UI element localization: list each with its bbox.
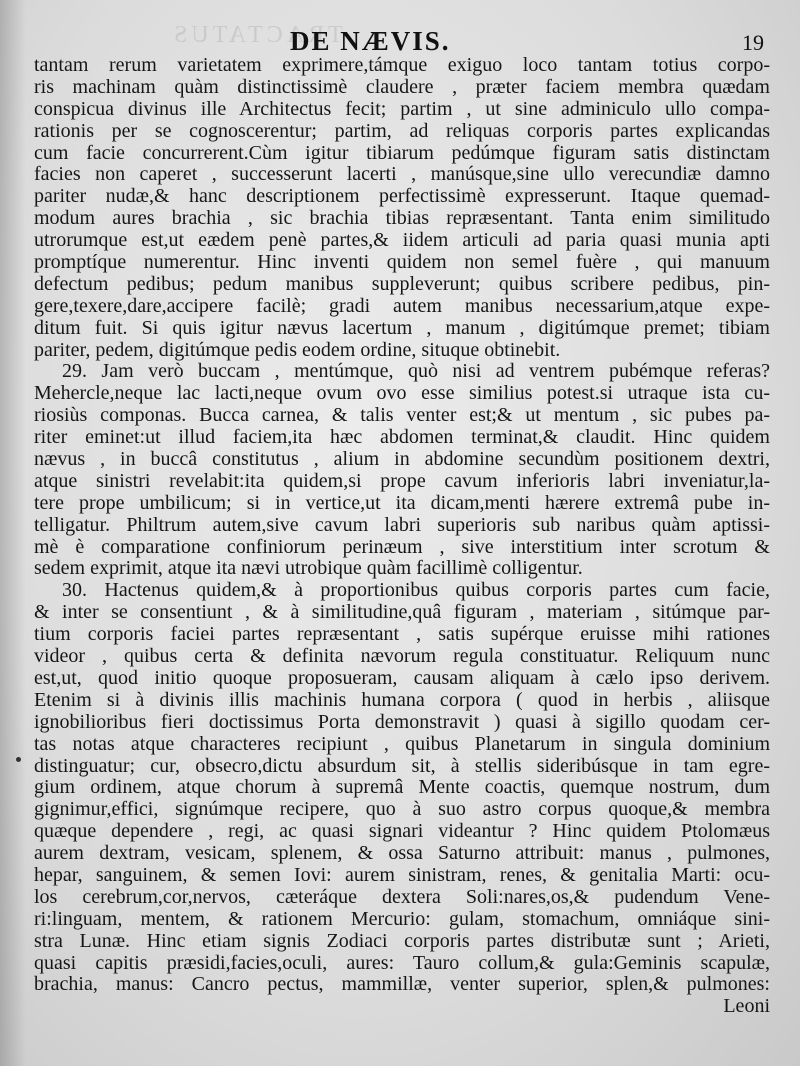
paragraph-start-29: 29. Jam verò buccam , mentúmque, quò nisi ad ventrem pubémque referas? — [62, 360, 770, 383]
text-line: rationis per se cognoscerentur; partim, ad reliquas corporis partes explicandas — [34, 119, 770, 142]
text-line: defectum pedibus; pedum manibus suppleverunt; quibus scribere pedibus, pin- — [34, 272, 770, 295]
text-line: est,ut, quod initio quoque proposueram, causam aliquam à cælo ipso derivem. — [34, 666, 770, 689]
text-line: gignimur,effici, signúmque recipere, quo à suo astro corpus quoque,& membra — [34, 798, 770, 821]
running-title: DE NÆVIS. — [290, 26, 451, 56]
text-line: Mehercle,neque lac lacti,neque ovum ovo esse similius potest.si utraque ista cu- — [34, 382, 770, 405]
text-line: tantam rerum varietatem exprimere,támque exiguo loco tantam totius corpo- — [34, 54, 770, 76]
text-line: aurem dextram, vesicam, splenem, & ossa Saturno attribuit: manus , pulmones, — [34, 842, 770, 865]
text-line: conspicua divinus ille Architectus fecit; partim , ut sine adminiculo ullo compa- — [34, 97, 770, 120]
text-line: ris machinam quàm distinctissimè claudere , præter faciem membra quædam — [34, 75, 770, 98]
body-text — [34, 55, 770, 1018]
text-line: stra Lunæ. Hinc etiam signis Zodiaci corporis partes distributæ sunt ; Arieti, — [34, 929, 770, 952]
text-line: los cerebrum,cor,nervos, cæteráque dextera Soli:nares,os,& pudendum Vene- — [34, 885, 770, 908]
text-line: riter eminet:ut illud faciem,ita hæc abdomen terminat,& claudit. Hinc quidem — [34, 426, 770, 449]
margin-mark — [16, 757, 21, 762]
text-line: promptíque numerentur. Hinc inventi quidem non semel fuère , qui manuum — [34, 251, 770, 274]
text-line: Etenim si à divinis illis machinis humana corpora ( quod in herbis , aliisque — [34, 688, 770, 711]
text-line: riosiùs componas. Bucca carnea, & talis venter est;& ut mentum , sic pubes pa- — [34, 404, 770, 427]
text-line: brachia, manus: Cancro pectus, mammillæ, venter superior, splen,& pulmones: — [34, 973, 770, 996]
text-line: tium corporis faciei partes repræsentant , satis supérque eruisse mihi rationes — [34, 623, 770, 646]
text-line: tas notas atque characteres recipiunt , quibus Planetarum in singula dominium — [34, 732, 770, 755]
text-line: utrorumque est,ut eædem penè partes,& iidem articuli ad paria quasi munia apti — [34, 229, 770, 252]
text-line: ignobilioribus fieri doctissimus Porta demonstravit ) quasi à sigillo quodam cer- — [34, 710, 770, 733]
text-line: modum aures brachia , sic brachia tibias repræsentant. Tanta enim similitudo — [34, 207, 770, 230]
text-line: distinguatur; cur, obsecro,dictu absurdum sit, à stellis sideribúsque in tam egre- — [34, 754, 770, 777]
text-line: quasi capitis præsidi,facies,oculi, aures: Tauro collum,& gula:Geminis scapulæ, — [34, 951, 770, 974]
text-line: hepar, sanguinem, & semen Iovi: aurem sinistram, renes, & genitalia Marti: ocu- — [34, 863, 770, 886]
text-line: videor , quibus certa & definita nævorum regula constituatur. Reliquum nunc — [34, 645, 770, 668]
page-header — [0, 24, 800, 58]
text-line: & inter se consentiunt , & à similitudine,quâ figuram , materiam , sitúmque par- — [34, 601, 770, 624]
text-line: telligatur. Philtrum autem,sive cavum labri superioris sub naribus quàm aptissi- — [34, 513, 770, 536]
text-line: gium ordinem, atque chorum à supremâ Mente coactis, quemque nostrum, dum — [34, 776, 770, 799]
text-line: facies non caperet , successerunt lacerti , manúsque,sine ullo verecundiæ damno — [34, 163, 770, 186]
text-line: pariter nudæ,& hanc descriptionem perfectissimè expresserunt. Itaque quemad- — [34, 185, 770, 208]
text-line: ditum fuit. Si quis igitur nævus lacertum , manum , digitúmque premet; tibiam — [34, 316, 770, 339]
text-line: ri:linguam, mentem, & rationem Mercurio: gulam, stomachum, omniáque sini- — [34, 907, 770, 930]
page-number: 19 — [742, 30, 764, 55]
paragraph-start-30: 30. Hactenus quidem,& à proportionibus quibus corporis partes cum facie, — [62, 579, 770, 602]
text-line: tere prope umbilicum; si in vertice,ut ita dicam,menti hærere extremâ pube in- — [34, 491, 770, 514]
catchword: Leoni — [723, 995, 770, 1018]
text-line: pariter, pedem, digitúmque pedis eodem ordine, situque obtinebit. — [34, 338, 561, 361]
text-line: nævus , in buccâ constitutus , alium in abdomine secundùm positionem dextri, — [34, 448, 770, 471]
bleed-through-text: TRACTATUS — [170, 22, 343, 48]
text-line: sedem exprimit, atque ita nævi utrobique quàm facillimè colligentur. — [34, 557, 583, 580]
text-line: gere,texere,dare,accipere facilè; gradi autem manibus necessarium,atque expe- — [34, 294, 770, 317]
text-line: quæque dependere , regi, ac quasi signari videantur ? Hinc quidem Ptolomæus — [34, 820, 770, 843]
text-line: mè è comparatione confiniorum perinæum , sive interstitium inter scrotum & — [34, 535, 770, 558]
text-line: cum facie concurrerent.Cùm igitur tibiarum pedúmque figuram satis distinctam — [34, 141, 770, 164]
text-line: atque sinistri revelabit:ita quidem,si prope cavum inferioris labri inveniatur,la- — [34, 469, 770, 492]
